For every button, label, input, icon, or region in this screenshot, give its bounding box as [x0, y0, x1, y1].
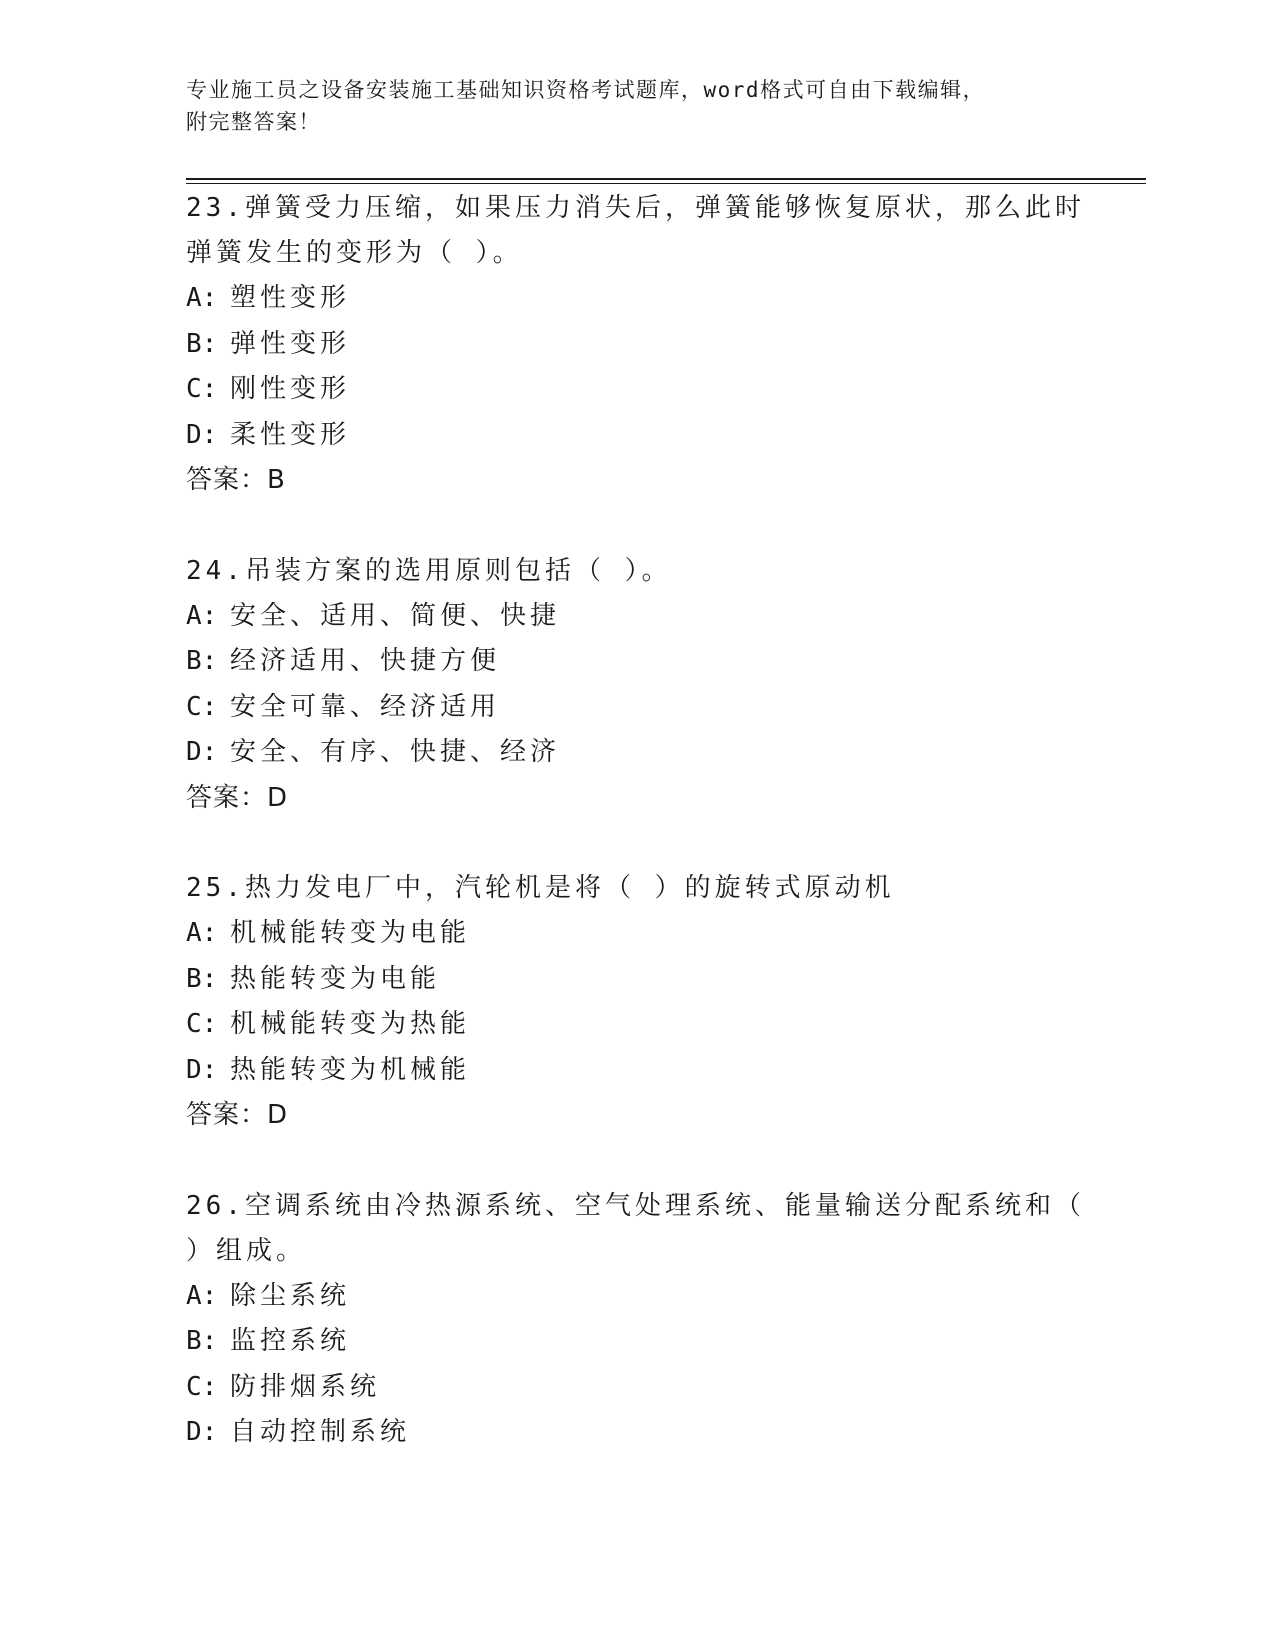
- option-text: 弹性变形: [230, 328, 351, 359]
- option-text: 柔性变形: [230, 419, 351, 450]
- option-text: 防排烟系统: [230, 1371, 381, 1402]
- answer-line: 答案：D: [186, 1100, 289, 1130]
- option-label: A:: [186, 283, 218, 313]
- option-label: C:: [186, 691, 218, 722]
- option-text: 热能转变为机械能: [230, 1054, 471, 1085]
- option-b: [186, 639, 1086, 685]
- option-label: A:: [186, 918, 218, 948]
- question-24: [186, 549, 1086, 822]
- option-d: [186, 413, 1086, 459]
- option-b: [186, 322, 1086, 368]
- header-line-2: 附完整答案！: [186, 110, 321, 134]
- header-line-1: 专业施工员之设备安装施工基础知识资格考试题库，word格式可自由下载编辑，: [186, 78, 986, 102]
- option-c: [186, 1365, 1086, 1411]
- option-label: D:: [186, 737, 218, 767]
- option-text: 安全、有序、快捷、经济: [230, 737, 561, 767]
- option-label: D:: [186, 419, 218, 450]
- option-text: 除尘系统: [230, 1280, 351, 1311]
- option-d: [186, 1048, 1086, 1094]
- option-b: [186, 957, 1086, 1003]
- option-label: C:: [186, 1371, 218, 1402]
- answer-line: 答案：B: [186, 465, 286, 495]
- option-text: 刚性变形: [230, 374, 351, 404]
- header-divider-thick: [186, 178, 1146, 180]
- question-26: [186, 1184, 1086, 1456]
- option-b: [186, 1319, 1086, 1365]
- option-a: [186, 1274, 1086, 1320]
- option-label: B:: [186, 328, 218, 359]
- option-c: [186, 1002, 1086, 1048]
- option-label: C:: [186, 1009, 218, 1039]
- option-text: 安全、适用、简便、快捷: [230, 600, 561, 631]
- question-stem: 24.吊装方案的选用原则包括（ ）。: [186, 555, 672, 586]
- header-divider-thin: [186, 183, 1146, 184]
- option-label: D:: [186, 1054, 218, 1085]
- option-text: 经济适用、快捷方便: [230, 646, 501, 676]
- option-label: B:: [186, 1326, 218, 1356]
- option-text: 塑性变形: [230, 283, 351, 313]
- option-text: 监控系统: [230, 1326, 351, 1356]
- option-d: [186, 1410, 1086, 1456]
- question-stem: 26.空调系统由冷热源系统、空气处理系统、能量输送分配系统和（ ）组成。: [186, 1190, 1085, 1266]
- option-text: 热能转变为电能: [230, 963, 441, 994]
- option-label: B:: [186, 646, 218, 676]
- question-stem: 23.弹簧受力压缩，如果压力消失后，弹簧能够恢复原状，那么此时弹簧发生的变形为（ ）。: [186, 193, 1085, 268]
- document-header: [186, 74, 1066, 138]
- option-text: 自动控制系统: [230, 1417, 411, 1447]
- option-a: [186, 594, 1086, 640]
- question-stem: 25.热力发电厂中，汽轮机是将（ ）的旋转式原动机: [186, 873, 895, 903]
- option-text: 机械能转变为热能: [230, 1009, 471, 1039]
- option-a: [186, 276, 1086, 322]
- option-a: [186, 911, 1086, 957]
- option-c: [186, 685, 1086, 731]
- option-label: C:: [186, 374, 218, 404]
- question-list: [186, 186, 1086, 1501]
- option-label: A:: [186, 1280, 218, 1311]
- option-text: 机械能转变为电能: [230, 918, 471, 948]
- question-25: [186, 866, 1086, 1139]
- option-label: D:: [186, 1417, 218, 1447]
- option-label: B:: [186, 963, 218, 994]
- option-label: A:: [186, 600, 218, 631]
- answer-line: 答案：D: [186, 782, 289, 813]
- question-23: [186, 186, 1086, 504]
- option-text: 安全可靠、经济适用: [230, 691, 501, 722]
- option-c: [186, 367, 1086, 413]
- option-d: [186, 730, 1086, 776]
